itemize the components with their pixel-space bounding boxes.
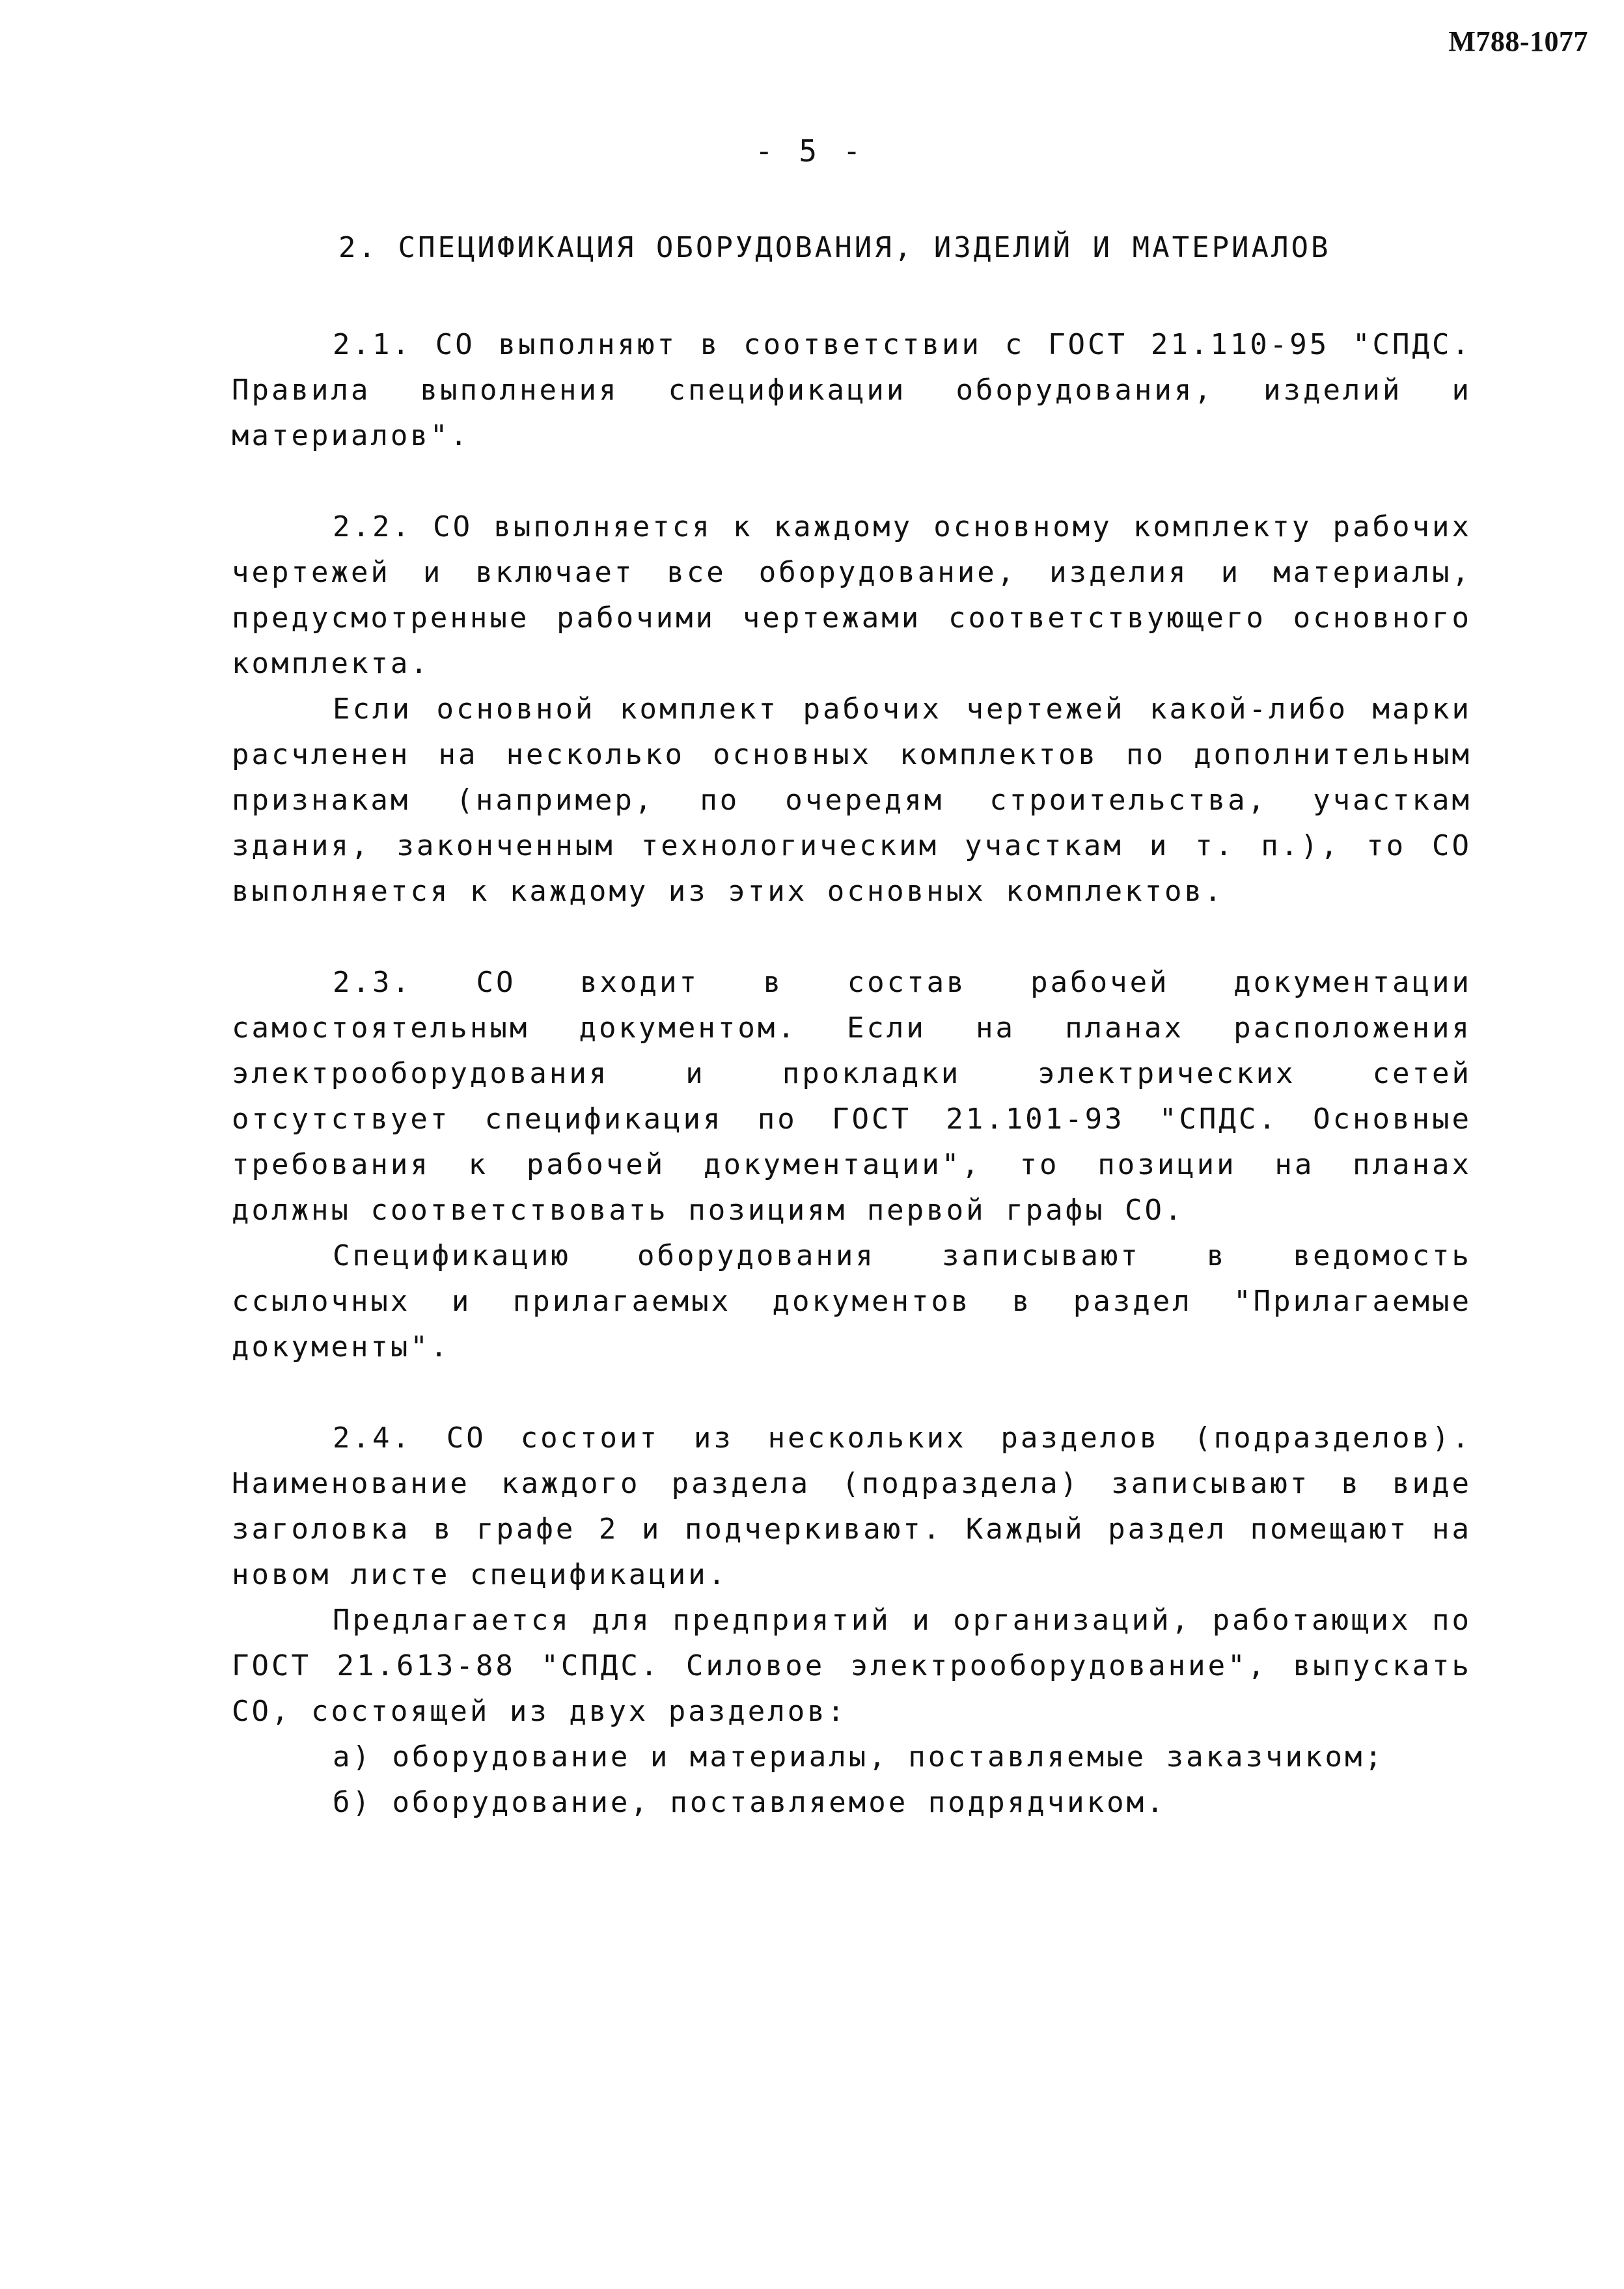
paragraph-2-1: 2.1. СО выполняют в соответствии с ГОСТ 21.110-95 "СПДС. Правила выполнения спецификации оборудования, изделий и материалов". <box>232 328 1472 452</box>
page-number: - 5 - <box>755 133 865 169</box>
list-item-a: а) оборудование и материалы, поставляемые заказчиком; <box>333 1740 1384 1774</box>
document-code: М788-1077 <box>1448 25 1588 57</box>
paragraph-2-3: 2.3. СО входит в состав рабочей документации самостоятельным документом. Если на планах расположения электрооборудования и прокладки электрических сетей отсутствует спецификация по ГОСТ 21.101-93 "СПДС. Основные требования к рабочей документации", то позиции на планах должны соответствовать позициям первой графы СО. <box>232 966 1472 1227</box>
body-text <box>232 322 1472 1826</box>
list-item-b: б) оборудование, поставляемое подрядчиком. <box>333 1786 1166 1819</box>
paragraph-2-4-continued: Предлагается для предприятий и организаций, работающих по ГОСТ 21.613-88 "СПДС. Силовое электрооборудование", выпускать СО, состоящей из двух разделов: <box>232 1604 1472 1728</box>
paragraph-2-2: 2.2. СО выполняется к каждому основному комплекту рабочих чертежей и включает все оборудование, изделия и материалы, предусмотренные рабочими чертежами соответствующего основного комплекта. <box>232 510 1472 680</box>
paragraph-2-4: 2.4. СО состоит из нескольких разделов (подразделов). Наименование каждого раздела (подраздела) записывают в виде заголовка в графе 2 и подчеркивают. Каждый раздел помещают на новом листе спецификации. <box>232 1421 1472 1591</box>
section-title: 2. СПЕЦИФИКАЦИЯ ОБОРУДОВАНИЯ, ИЗДЕЛИЙ И МАТЕРИАЛОВ <box>338 231 1331 264</box>
paragraph-2-2-continued: Если основной комплект рабочих чертежей какой-либо марки расчленен на несколько основных комплектов по дополнительным признакам (например, по очередям строительства, участкам здания, законченным технологическим участкам и т. п.), то СО выполняется к каждому из этих основных комплектов. <box>232 692 1472 908</box>
paragraph-2-3-continued: Спецификацию оборудования записывают в ведомость ссылочных и прилагаемых документов в раздел "Прилагаемые документы". <box>232 1239 1472 1364</box>
